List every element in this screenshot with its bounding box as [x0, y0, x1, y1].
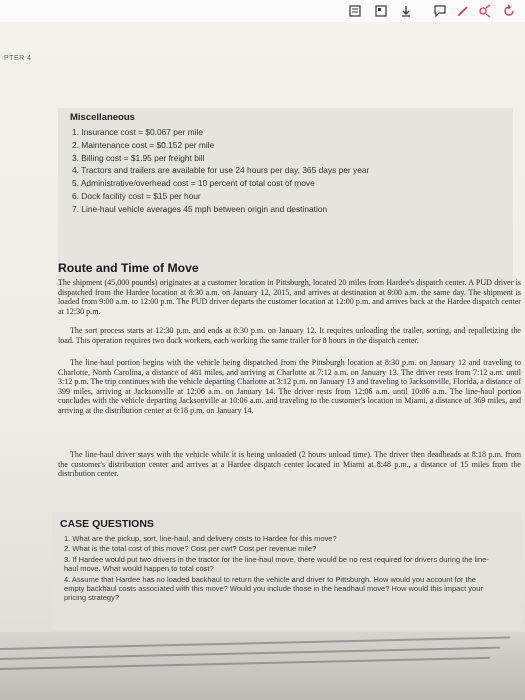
- bleed-through-area: [0, 632, 525, 700]
- share-icon[interactable]: [476, 2, 494, 20]
- paragraph: The sort process starts at 12:30 p.m. and ends at 8:30 p.m. on January 12. It requires unloading the trailer, sorting, and repalletizing the load. This operation requires two dock workers, each working the same trailer for 8 hours in the dispatch center.: [58, 326, 521, 345]
- paragraph: The line-haul driver stays with the vehicle while it is being unloaded (2 hours unload time). The driver then deadheads at 8:18 p.m. from the customer's distribution center and arrives at a Hardee dispatch center located in Miami at 8:48 p.m., a distance of 15 miles from the distribution center.: [58, 450, 521, 479]
- list-item: 2. Maintenance cost = $0.152 per mile: [72, 139, 215, 150]
- chapter-label: PTER 4: [4, 55, 32, 62]
- list-item: 3. Billing cost = $1.95 per freight bill: [72, 152, 205, 163]
- viewer-toolbar: [0, 0, 525, 22]
- list-item: 4. Assume that Hardee has no loaded backhaul to return the vehicle and driver to Pittsburgh. How would you account for the empty backhaul costs associated with this move? Would you include those in the headhaul move? How would this impact your pricing strategy?: [64, 574, 483, 603]
- list-item: 2. What is the total cost of this move? Cost per cwt? Cost per revenue mile?: [64, 544, 317, 554]
- section-title: Route and Time of Move: [58, 261, 199, 275]
- list-item: 3. If Hardee would put two drivers in the tractor for the line-haul move, there would be no rest required for drivers during the line-haul move. What would happen to total cost?: [64, 554, 489, 574]
- list-item: 5. Administrative/overhead cost = 10 percent of total cost of move: [72, 178, 315, 189]
- case-questions-title: CASE QUESTIONS: [60, 518, 154, 530]
- paragraph: The shipment (45,000 pounds) originates at a customer location in Pittsburgh, located 20 miles from Hardee's dispatch center. A PUD driver is dispatched from the Hardee location at 8:30 a.m. on January 12, 2015, and arrives at destination at 9:00 a.m. the same day. The shipment is loaded from 9:00 a.m. to 12:00 p.m. The PUD driver departs the customer location at 12:00 p.m. and arrives back at the Hardee dispatch center at 12:30 p.m.: [58, 278, 521, 316]
- list-item: 4. Tractors and trailers are available for use 24 hours per day, 365 days per year: [72, 165, 370, 176]
- paragraph: The line-haul portion begins with the vehicle being dispatched from the Pittsburgh location at 8:30 p.m. on January 12 and traveling to Charlotte, North Carolina, a distance of 481 miles, and arriving at Charlotte at 7:12 a.m. on January 13. The driver rests from 7:12 a.m. until 3:12 p.m. The trip continues with the vehicle departing Charlotte at 3:12 p.m. on January 13 and traveling to Jacksonville, Florida, a distance of 399 miles, arriving at Jacksonville at 12:06 a.m. on January 14. The driver rests from 12:06 a.m. until 10:06 a.m. The line-haul portion concludes with the vehicle departing Jacksonville at 10:06 a.m. and traveling to the customer's location in Miami, a distance of 369 miles, and arriving at the distribution center at 6:18 p.m. on January 14.: [58, 358, 521, 415]
- list-item: 1. Insurance cost = $0.067 per mile: [72, 127, 204, 137]
- pages-icon[interactable]: [346, 2, 364, 20]
- list-item: 6. Dock facility cost = $15 per hour: [72, 190, 201, 201]
- pen-icon[interactable]: [454, 2, 472, 20]
- list-item: 7. Line-haul vehicle averages 45 mph between origin and destination: [72, 203, 328, 214]
- case-questions-list: [64, 534, 494, 604]
- info-icon[interactable]: [397, 2, 415, 20]
- misc-title: Miscellaneous: [70, 112, 135, 123]
- misc-list: [72, 126, 512, 216]
- gallery-icon[interactable]: [372, 2, 390, 20]
- bleed-line: [0, 657, 490, 670]
- list-item: 1. What are the pickup, sort, line-haul, and delivery costs to Hardee for this move?: [64, 534, 337, 543]
- comment-icon[interactable]: [431, 2, 449, 20]
- photographed-page: [0, 22, 525, 700]
- refresh-icon[interactable]: [500, 2, 518, 20]
